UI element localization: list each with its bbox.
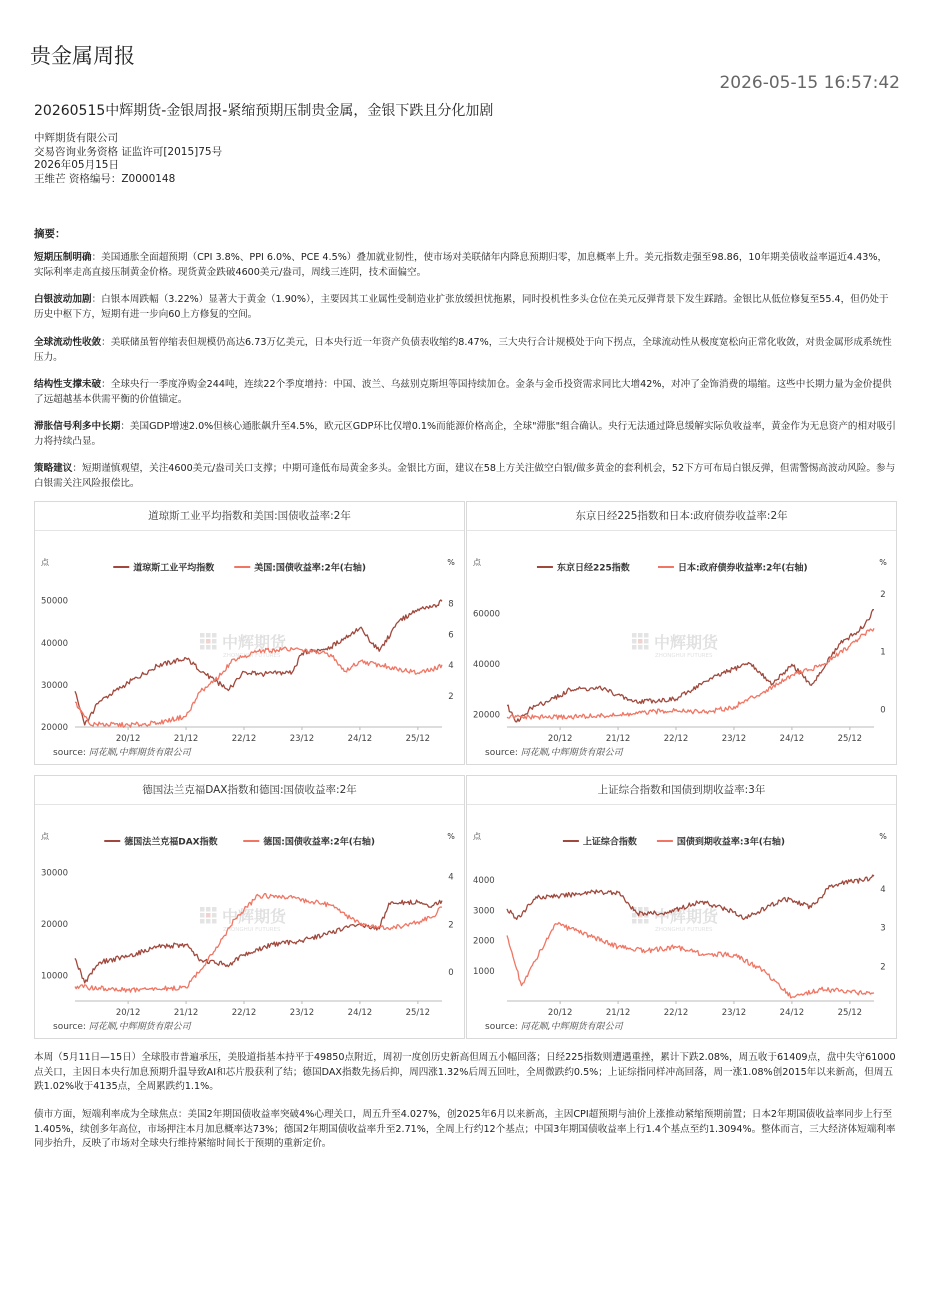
chart-title: 德国法兰克福DAX指数和德国:国债收益率:2年: [35, 776, 464, 805]
legend-label: 上证综合指数: [582, 837, 637, 848]
left-tick-label: 30000: [41, 868, 69, 879]
chart-source: [53, 1019, 191, 1032]
watermark-mark: [200, 645, 205, 650]
watermark-mark: [638, 919, 643, 924]
abstract-item: [34, 378, 896, 407]
abstract-item-text: ：美国GDP增速2.0%但核心通胀飙升至4.5%，欧元区GDP环比仅增0.1%而能源价格高企，全球"滞胀"组合确认。央行无法通过降息缓解实际负收益率，黄金作为无息资产的相对吸引力将持续凸显。: [34, 421, 896, 447]
right-tick-label: 3: [880, 923, 886, 934]
left-tick-label: 20000: [473, 710, 501, 721]
right-tick-label: 2: [448, 920, 454, 931]
timestamp: 2026-05-15 16:57:42: [719, 73, 900, 93]
watermark-mark: [638, 633, 643, 638]
source-text: 同花顺,中辉期货有限公司: [520, 748, 623, 758]
abstract-item-text: ：短期谨慎观望，关注4600美元/盎司关口支撑；中期可逢低布局黄金多头。金银比方面，建议在58上方关注做空白银/做多黄金的套利机会，52下方可布局白银反弹，但需警惕高波动风险。参与白银需关注风险报偿比。: [34, 463, 896, 489]
abstract-item: [34, 251, 896, 280]
source-text: 同花顺,中辉期货有限公司: [520, 1022, 623, 1032]
watermark-mark: [206, 633, 211, 638]
analyst: 王维芒 资格编号：Z0000148: [34, 172, 176, 185]
source-label: source:: [485, 748, 518, 758]
source-text: 同花顺,中辉期货有限公司: [88, 748, 191, 758]
watermark-mark: [200, 913, 205, 918]
chart-source: [53, 745, 191, 758]
watermark-mark: [638, 645, 643, 650]
chart-svg: [467, 776, 896, 1038]
legend-label: 德国法兰克福DAX指数: [124, 837, 218, 848]
abstract-item-lead: 策略建议: [34, 463, 73, 474]
watermark-subtext: ZHONGHUI FUTURES: [223, 653, 281, 659]
page-header: 贵金属周报: [30, 44, 135, 68]
abstract-item: [34, 293, 896, 322]
source-label: source:: [53, 748, 86, 758]
abstract-item-text: ：白银本周跌幅（3.22%）显著大于黄金（1.90%），主要因其工业属性受制造业扩张放缓担忧拖累，同时投机性多头仓位在美元反弹背景下发生踩踏。金银比从低位修复至55.4，但仍处于历史中枢下方，短期有进一步向60上方修复的空间。: [34, 294, 889, 320]
left-tick-label: 10000: [41, 971, 69, 982]
x-tick-label: 24/12: [779, 734, 805, 744]
series-line: [507, 923, 874, 998]
left-unit-label: 点: [473, 558, 481, 567]
watermark-subtext: ZHONGHUI FUTURES: [223, 927, 281, 933]
report-date: 2026年05月15日: [34, 159, 119, 171]
watermark-mark: [206, 645, 211, 650]
x-tick-label: 20/12: [115, 734, 141, 744]
chart-svg: [35, 502, 464, 764]
watermark-text: 中辉期货: [222, 907, 287, 926]
watermark-mark: [200, 633, 205, 638]
watermark-mark: [644, 907, 649, 912]
x-tick-label: 25/12: [405, 734, 431, 744]
watermark-mark: [638, 639, 643, 644]
legend-label: 德国:国债收益率:2年(右轴): [263, 837, 375, 848]
watermark-mark: [212, 919, 217, 924]
watermark: [632, 633, 719, 659]
watermark-text: 中辉期货: [654, 633, 719, 652]
watermark-mark: [212, 913, 217, 918]
chart-source: [485, 1019, 623, 1032]
right-tick-label: 4: [880, 885, 886, 896]
left-tick-label: 30000: [41, 680, 69, 691]
left-tick-label: 4000: [473, 876, 495, 887]
legend-label: 日本:政府债券收益率:2年(右轴): [677, 563, 808, 574]
left-unit-label: 点: [473, 832, 481, 841]
x-tick-label: 20/12: [547, 1008, 573, 1018]
legend-label: 道琼斯工业平均指数: [133, 563, 215, 574]
x-tick-label: 23/12: [721, 1008, 747, 1018]
series-line: [75, 647, 442, 727]
watermark-mark: [206, 913, 211, 918]
left-tick-label: 20000: [41, 723, 69, 733]
abstract-label: 摘要：: [34, 228, 66, 240]
x-tick-label: 22/12: [663, 734, 689, 744]
x-tick-label: 25/12: [405, 1008, 431, 1018]
right-tick-label: 4: [448, 872, 454, 883]
x-tick-label: 22/12: [231, 734, 257, 744]
chart-svg: [467, 502, 896, 764]
right-tick-label: 2: [448, 692, 454, 703]
x-tick-label: 24/12: [347, 1008, 373, 1018]
left-unit-label: 点: [41, 558, 49, 567]
left-tick-label: 20000: [41, 919, 69, 930]
x-tick-label: 20/12: [547, 734, 573, 744]
abstract-item: [34, 462, 896, 491]
watermark-mark: [200, 919, 205, 924]
right-tick-label: 0: [880, 705, 886, 716]
x-tick-label: 23/12: [721, 734, 747, 744]
legend-label: 美国:国债收益率:2年(右轴): [254, 563, 366, 574]
x-tick-label: 25/12: [837, 734, 863, 744]
x-tick-label: 22/12: [663, 1008, 689, 1018]
x-tick-label: 24/12: [347, 734, 373, 744]
abstract-item-text: ：美联储虽暂停缩表但规模仍高达6.73万亿美元，日本央行近一年资产负债表收缩约8.47%，三大央行合计规模处于向下拐点，全球流动性从极度宽松向正常化收敛，对贵金属形成系统性压力。: [34, 337, 892, 363]
right-tick-label: 1: [880, 647, 886, 658]
watermark-mark: [644, 633, 649, 638]
watermark-mark: [644, 919, 649, 924]
left-unit-label: 点: [41, 832, 49, 841]
left-tick-label: 1000: [473, 966, 495, 977]
right-tick-label: 8: [448, 599, 454, 610]
source-label: source:: [53, 1022, 86, 1032]
watermark: [632, 907, 719, 933]
abstract-item: [34, 420, 896, 449]
company-name: 中辉期货有限公司: [34, 132, 118, 144]
abstract-item-text: ：全球央行一季度净购金244吨，连续22个季度增持：中国、波兰、乌兹别克斯坦等国持续加仓。金条与金币投资需求同比大增42%，对冲了金饰消费的塌缩。这些中长期力量为金价提供了远超越基本供需平衡的价值锚定。: [34, 379, 892, 405]
right-unit-label: %: [879, 832, 887, 841]
report-meta: [34, 132, 222, 186]
abstract-item-lead: 白银波动加剧: [34, 294, 92, 305]
left-tick-label: 60000: [473, 609, 501, 620]
left-tick-label: 40000: [41, 638, 69, 649]
x-tick-label: 21/12: [173, 734, 199, 744]
x-tick-label: 25/12: [837, 1008, 863, 1018]
abstract-item-lead: 滞胀信号利多中长期: [34, 421, 121, 432]
chart-title: 东京日经225指数和日本:政府债券收益率:2年: [467, 502, 896, 531]
right-unit-label: %: [447, 832, 455, 841]
x-tick-label: 21/12: [605, 734, 631, 744]
abstract-item-lead: 短期压制明确: [34, 252, 92, 263]
right-tick-label: 0: [448, 968, 454, 979]
watermark-mark: [212, 639, 217, 644]
watermark-mark: [644, 645, 649, 650]
watermark-mark: [206, 919, 211, 924]
x-tick-label: 20/12: [115, 1008, 141, 1018]
watermark-mark: [644, 639, 649, 644]
watermark-mark: [212, 633, 217, 638]
legend-label: 国债到期收益率:3年(右轴): [676, 837, 785, 848]
watermark-mark: [212, 645, 217, 650]
source-label: source:: [485, 1022, 518, 1032]
x-tick-label: 23/12: [289, 734, 315, 744]
body-paragraph: 债市方面，短端利率成为全球焦点：美国2年期国债收益率突破4%心理关口，周五升至4.027%，创2025年6月以来新高，主因CPI超预期与油价上涨推动紧缩预期前置；日本2年期国债收益率同步上行至1.405%，续创多年高位，市场押注本月加息概率达73%；德国2年期国债收益率升至2.71%，全周上行约12个基点；中国3年期国债收益率上行1.4个基点至约1.3094%。整体而言，三大经济体短端利率同步抬升，反映了市场对全球央行维持紧缩时间长于预期的重新定价。: [34, 1109, 896, 1149]
left-tick-label: 50000: [41, 596, 69, 607]
x-tick-label: 23/12: [289, 1008, 315, 1018]
watermark-mark: [632, 639, 637, 644]
chart-card: [34, 501, 465, 765]
abstract-item: [34, 336, 896, 365]
series-line: [75, 600, 442, 725]
chart-card: [34, 775, 465, 1039]
watermark-mark: [632, 645, 637, 650]
left-tick-label: 2000: [473, 936, 495, 947]
chart-title: 道琼斯工业平均指数和美国:国债收益率:2年: [35, 502, 464, 531]
watermark-mark: [200, 907, 205, 912]
report-title: 20260515中辉期货-金银周报-紧缩预期压制贵金属，金银下跌且分化加剧: [34, 103, 494, 119]
watermark-mark: [206, 639, 211, 644]
chart-source: [485, 745, 623, 758]
right-tick-label: 2: [880, 589, 886, 600]
x-tick-label: 21/12: [173, 1008, 199, 1018]
chart-svg: [35, 776, 464, 1038]
abstract-item-lead: 结构性支撑未破: [34, 379, 102, 390]
abstract-item-text: ：美国通胀全面超预期（CPI 3.8%、PPI 6.0%、PCE 4.5%）叠加就业韧性，使市场对美联储年内降息预期归零，加息概率上升。美元指数走强至98.86，10年期美债收益率逼近4.43%，实际利率走高直接压制黄金价格。现货黄金跌破4600美元/盎司，周线三连阴，技术面偏空。: [34, 252, 888, 278]
right-unit-label: %: [447, 558, 455, 567]
right-tick-label: 6: [448, 630, 454, 641]
watermark-mark: [632, 633, 637, 638]
watermark-mark: [206, 907, 211, 912]
chart-card: [466, 501, 897, 765]
chart-card: [466, 775, 897, 1039]
abstract-item-lead: 全球流动性收敛: [34, 337, 102, 348]
source-text: 同花顺,中辉期货有限公司: [88, 1022, 191, 1032]
license: 交易咨询业务资格 证监许可[2015]75号: [34, 145, 223, 158]
left-tick-label: 40000: [473, 659, 501, 670]
watermark-text: 中辉期货: [222, 633, 287, 652]
watermark-mark: [632, 913, 637, 918]
left-tick-label: 3000: [473, 906, 495, 917]
right-unit-label: %: [879, 558, 887, 567]
x-tick-label: 21/12: [605, 1008, 631, 1018]
right-tick-label: 4: [448, 661, 454, 672]
x-tick-label: 24/12: [779, 1008, 805, 1018]
watermark-mark: [212, 907, 217, 912]
legend-label: 东京日经225指数: [556, 563, 630, 574]
watermark-text: 中辉期货: [654, 907, 719, 926]
watermark: [200, 633, 287, 659]
x-tick-label: 22/12: [231, 1008, 257, 1018]
watermark-mark: [200, 639, 205, 644]
right-tick-label: 2: [880, 962, 886, 973]
chart-title: 上证综合指数和国债到期收益率:3年: [467, 776, 896, 805]
watermark-mark: [632, 919, 637, 924]
watermark-subtext: ZHONGHUI FUTURES: [655, 927, 713, 933]
watermark-subtext: ZHONGHUI FUTURES: [655, 653, 713, 659]
watermark-mark: [638, 907, 643, 912]
body-paragraph: 本周（5月11日—15日）全球股市普遍承压，美股道指基本持平于49850点附近，周初一度创历史新高但周五小幅回落；日经225指数则遭遇重挫，累计下跌2.08%，周五收于61409点，盘中失守61000点关口，主因日本央行加息预期升温导致AI和芯片股获利了结；德国DAX指数先扬后抑，周四涨1.32%后周五回吐，全周微跌约0.5%；上证综指同样冲高回落，周一涨1.08%创2015年以来新高，但周五跌1.02%收于4135点，全周累跌约1.1%。: [34, 1052, 896, 1092]
